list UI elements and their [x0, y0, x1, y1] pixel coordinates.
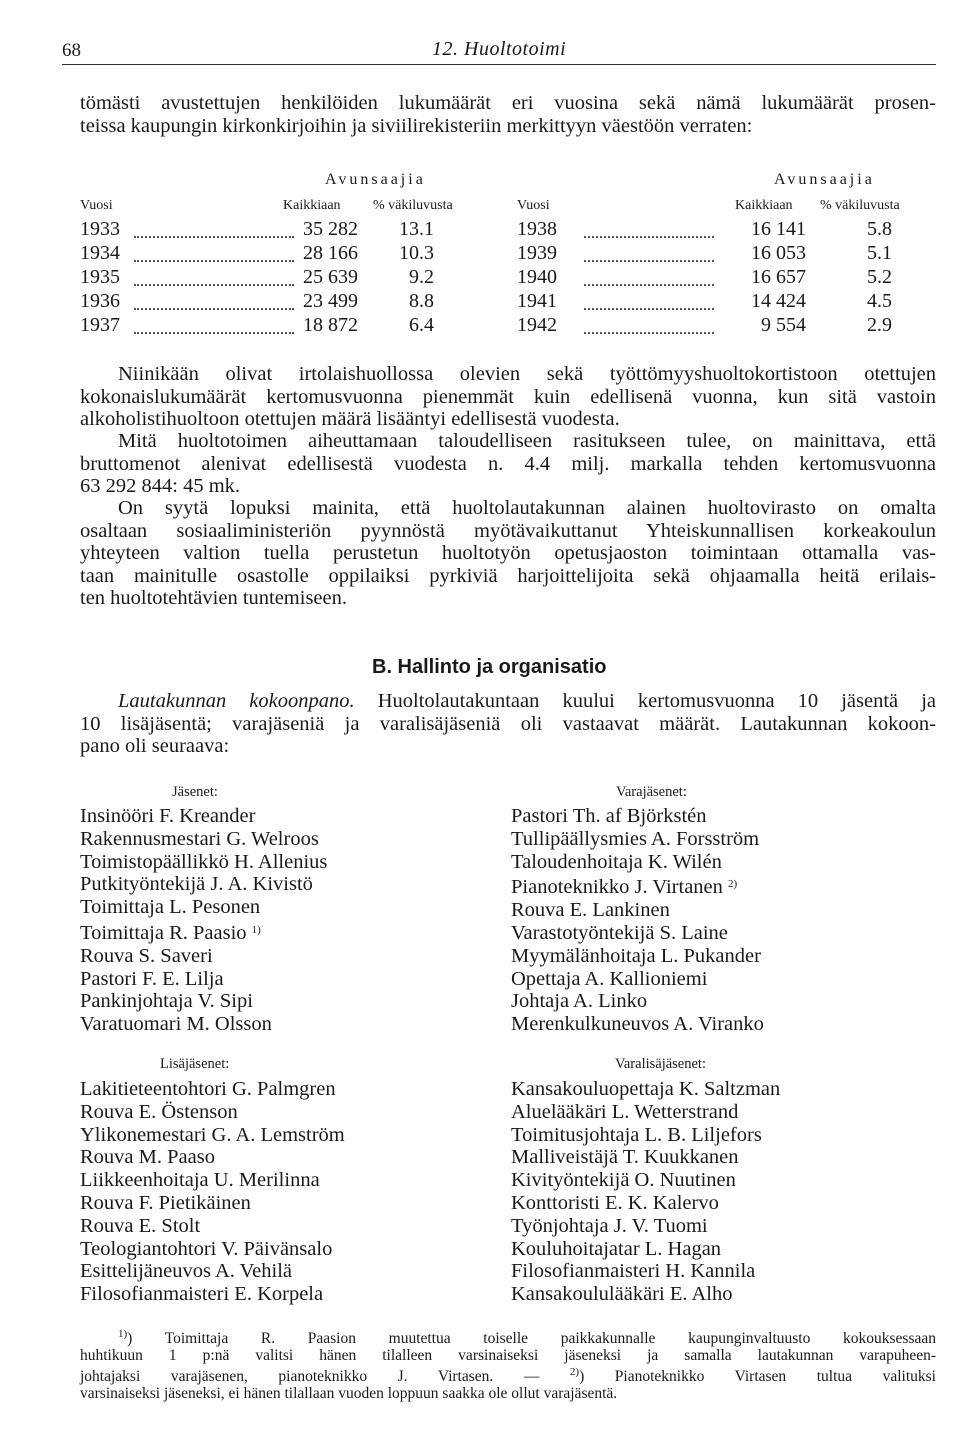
left-year: 1933	[80, 218, 120, 240]
additional-deputy-item: Aluelääkäri L. Wetterstrand	[511, 1100, 739, 1123]
leader-dots	[584, 260, 714, 262]
deputy-item: Pastori Th. af Björkstén	[511, 805, 707, 827]
footnotes	[80, 1326, 936, 1402]
right-total: 16 141	[751, 218, 806, 240]
text-line: kokonaislukumäärät kertomusvuonna pienemmät kuin edellisenä vuonna, kun sitä vastoin	[80, 385, 936, 408]
left-year: 1935	[80, 266, 120, 288]
footnote-mark: 2)	[728, 878, 738, 891]
additional-members-heading: Lisäjäsenet:	[160, 1056, 230, 1072]
additional-member-item: Rouva M. Paaso	[80, 1146, 215, 1169]
additional-member-item: Teologiantohtori V. Päivänsalo	[80, 1237, 333, 1260]
text-line: pano oli seuraava:	[80, 735, 230, 757]
additional-member-item: Rouva E. Östenson	[80, 1100, 238, 1123]
right-year: 1941	[517, 290, 557, 312]
right-percent: 5.1	[867, 242, 892, 264]
footnote-mark: 1)	[118, 1328, 128, 1340]
intro-line: teissa kaupungin kirkonkirjoihin ja siviilirekisteriin merkittyyn väestöön verraten:	[80, 114, 753, 137]
leader-dots	[584, 284, 714, 286]
members-list	[80, 805, 327, 1036]
right-total: 9 554	[761, 314, 806, 336]
col-year-right: Vuosi	[517, 198, 550, 213]
section-heading: B. Hallinto ja organisatio	[372, 656, 607, 678]
text-line: ten huoltotehtävien tuntemiseen.	[80, 587, 348, 609]
right-year: 1940	[517, 266, 557, 288]
additional-deputy-item: Malliveistäjä T. Kuukkanen	[511, 1146, 739, 1169]
text-line: alkoholistihuoltoon otettujen määrä lisääntyi edellisestä vuodesta.	[80, 408, 620, 430]
additional-deputies-list	[511, 1078, 780, 1306]
left-total: 28 166	[303, 242, 358, 264]
additional-deputy-item: Konttoristi E. K. Kalervo	[511, 1191, 719, 1214]
subhead: Lautakunnan kokoonpano.	[118, 690, 355, 712]
footnote-line	[80, 1326, 936, 1347]
text-line: Mitä huoltotoimen aiheuttamaan taloudelliseen rasitukseen tulee, on mainittava, että	[118, 430, 936, 452]
right-percent: 5.8	[867, 218, 892, 240]
left-percent: 6.4	[409, 314, 434, 336]
footnote-text: johtajaksi varajäsenen, pianoteknikko J. Virtasen. —	[80, 1368, 570, 1385]
additional-deputy-item: Kansakoululääkäri E. Alho	[511, 1283, 733, 1306]
right-percent: 2.9	[867, 314, 892, 336]
footnote-mark: 1)	[251, 923, 261, 936]
paragraph-vagrancy	[80, 363, 936, 431]
leader-dots	[584, 236, 714, 238]
additional-member-item: Liikkeenhoitaja U. Merilinna	[80, 1169, 320, 1192]
text-line: yhteyteen valtion tuella perustetun huoltotyön opetusjaoston toimintaan ottamalla vas-	[80, 542, 936, 564]
footnote-line	[80, 1364, 936, 1385]
member-item: Putkityöntekijä J. A. Kivistö	[80, 873, 313, 896]
left-total: 35 282	[303, 218, 358, 240]
deputy-item: Taloudenhoitaja K. Wilén	[511, 850, 722, 873]
deputy-item: Johtaja A. Linko	[511, 990, 648, 1013]
col-year-left: Vuosi	[80, 198, 113, 213]
additional-members-list	[80, 1078, 345, 1306]
additional-member-item: Ylikonemestari G. A. Lemström	[80, 1123, 345, 1146]
left-total: 18 872	[303, 314, 358, 336]
paragraph-costs	[80, 430, 936, 498]
additional-deputy-item: Toimitusjohtaja L. B. Liljefors	[511, 1123, 762, 1146]
leader-dots	[584, 308, 714, 310]
member-item: Rakennusmestari G. Welroos	[80, 827, 319, 850]
additional-deputy-item: Filosofianmaisteri H. Kannila	[511, 1260, 756, 1283]
deputy-item	[511, 873, 764, 899]
member-item: Toimistopäällikkö H. Allenius	[80, 850, 328, 873]
left-year: 1937	[80, 314, 120, 336]
footnote-line: varsinaiseksi jäseneksi, ei hänen tilallaan vuoden loppuun saakka ole ollut varajäsentä.	[80, 1385, 618, 1402]
member-item: Rouva S. Saveri	[80, 944, 213, 967]
right-year: 1939	[517, 242, 557, 264]
additional-deputy-item: Kansakouluopettaja K. Saltzman	[511, 1078, 781, 1100]
member-item	[80, 919, 327, 945]
paragraph-training	[80, 497, 936, 610]
footnote-text: ) Toimittaja R. Paasion muutettua toiselle paikkakunnalle kaupunginvaltuusto kokouksessaan	[127, 1330, 936, 1347]
right-total: 16 053	[751, 242, 806, 264]
member-name: Toimittaja R. Paasio	[80, 921, 247, 944]
col-total-right: Kaikkiaan	[735, 198, 793, 213]
footnote-mark: 2)	[569, 1366, 580, 1378]
member-item: Pastori F. E. Lilja	[80, 967, 224, 990]
members-heading: Jäsenet:	[172, 784, 218, 800]
left-year: 1936	[80, 290, 120, 312]
right-percent: 5.2	[867, 266, 892, 288]
left-percent: 10.3	[399, 242, 434, 264]
col-percent-right: % väkiluvusta	[820, 198, 900, 213]
left-percent: 9.2	[409, 266, 434, 288]
running-title: 12. Huoltotoimi	[432, 38, 567, 60]
leader-dots	[584, 332, 714, 334]
intro-paragraph	[80, 92, 936, 137]
left-year: 1934	[80, 242, 120, 264]
additional-member-item: Rouva E. Stolt	[80, 1214, 201, 1237]
paragraph-composition	[80, 690, 936, 758]
text-line: 10 lisäjäsentä; varajäseniä ja varalisäjäseniä oli vastaavat määrät. Lautakunnan kokoon-	[80, 712, 936, 735]
text-line: On syytä lopuksi mainita, että huoltolautakunnan alainen huoltovirasto on omalta	[118, 497, 936, 519]
text-line	[80, 690, 936, 713]
additional-member-item: Filosofianmaisteri E. Korpela	[80, 1283, 324, 1306]
additional-deputies-heading: Varalisäjäsenet:	[615, 1056, 706, 1072]
member-item: Insinööri F. Kreander	[80, 805, 256, 827]
text-line: osaltaan sosiaaliministeriön pyynnöstä myötävaikuttanut Yhteiskunnallisen korkeakoulun	[80, 519, 936, 542]
intro-line: tömästi avustettujen henkilöiden lukumäärät eri vuosina sekä nämä lukumäärät prosen-	[80, 92, 936, 114]
left-total: 23 499	[303, 290, 358, 312]
left-percent: 8.8	[409, 290, 434, 312]
text-fragment: Huoltolautakuntaan kuului kertomusvuonna 10 jäsentä ja	[377, 690, 936, 712]
right-year: 1942	[517, 314, 557, 336]
additional-deputy-item: Kivityöntekijä O. Nuutinen	[511, 1169, 736, 1192]
text-line: bruttomenot alenivat edellisestä vuodesta n. 4.4 milj. markalla tehden kertomusvuonna	[80, 452, 936, 475]
right-year: 1938	[517, 218, 557, 240]
member-item: Toimittaja L. Pesonen	[80, 896, 261, 919]
group-heading-left: Avunsaajia	[325, 171, 426, 188]
deputy-item: Merenkulkuneuvos A. Viranko	[511, 1013, 764, 1036]
text-line: Niinikään olivat irtolaishuollossa olevien sekä työttömyyshuoltokortistoon otettujen	[118, 363, 936, 385]
footnote-text: ) Pianoteknikko Virtasen tultua valituksi	[579, 1368, 936, 1385]
additional-member-item: Rouva F. Pietikäinen	[80, 1191, 251, 1214]
deputy-item: Myymälänhoitaja L. Pukander	[511, 944, 761, 967]
left-percent: 13.1	[399, 218, 434, 240]
additional-member-item: Lakitieteentohtori G. Palmgren	[80, 1078, 336, 1100]
additional-member-item: Esittelijäneuvos A. Vehilä	[80, 1260, 292, 1283]
text-line: 63 292 844: 45 mk.	[80, 475, 241, 497]
col-total-left: Kaikkiaan	[283, 198, 341, 213]
right-total: 16 657	[751, 266, 806, 288]
deputy-name: Pianoteknikko J. Virtanen	[511, 876, 723, 899]
deputies-heading: Varajäsenet:	[616, 784, 687, 800]
additional-deputy-item: Työnjohtaja J. V. Tuomi	[511, 1214, 708, 1237]
col-percent-left: % väkiluvusta	[373, 198, 453, 213]
right-total: 14 424	[751, 290, 806, 312]
deputy-item: Opettaja A. Kallioniemi	[511, 967, 708, 990]
header-rule	[62, 64, 936, 65]
member-item: Pankinjohtaja V. Sipi	[80, 990, 253, 1013]
footnote-line: huhtikuun 1 p:nä valitsi hänen tilalleen varsinaiseksi jäseneksi ja samalla lautakunnan varapuheen-	[80, 1347, 936, 1364]
group-heading-right: Avunsaajia	[774, 171, 875, 188]
right-percent: 4.5	[867, 290, 892, 312]
deputy-item: Tullipäällysmies A. Forsström	[511, 827, 760, 850]
deputy-item: Varastotyöntekijä S. Laine	[511, 921, 728, 944]
page-number: 68	[62, 40, 81, 61]
left-total: 25 639	[303, 266, 358, 288]
additional-deputy-item: Kouluhoitajatar L. Hagan	[511, 1237, 722, 1260]
text-line: taan mainitulle osastolle oppilaiksi pyrkiviä harjoittelijoita sekä ohjaamalla heitä erilais-	[80, 564, 936, 587]
deputies-list	[511, 805, 764, 1036]
deputy-item: Rouva E. Lankinen	[511, 899, 670, 922]
member-item: Varatuomari M. Olsson	[80, 1013, 272, 1036]
